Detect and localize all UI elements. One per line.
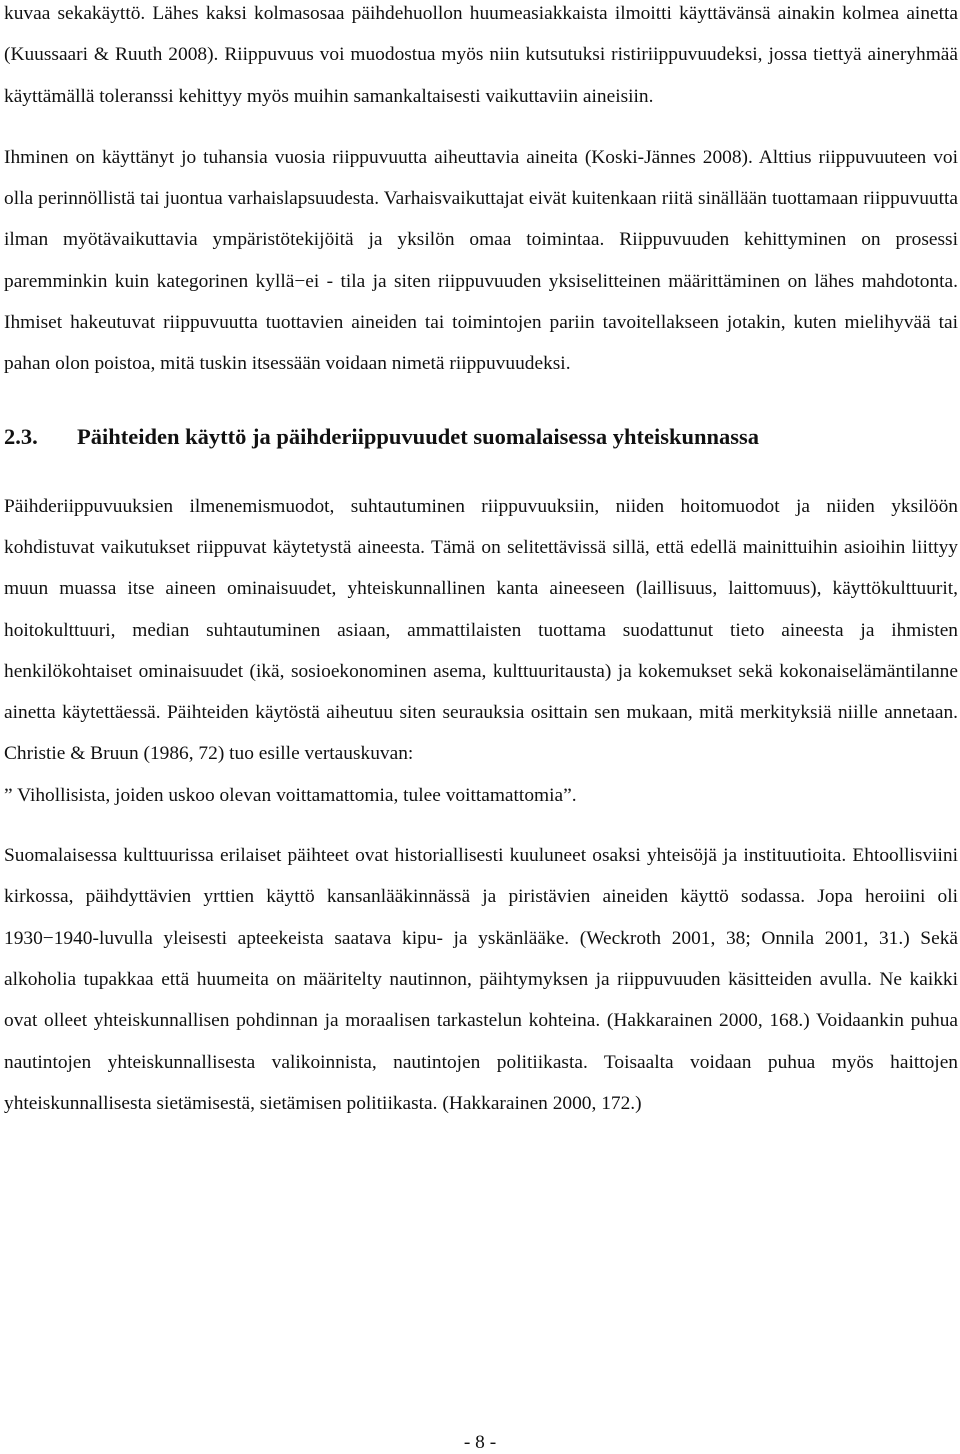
section-number: 2.3. — [4, 423, 38, 449]
document-page — [4, 0, 958, 1124]
body-paragraph: Suomalaisessa kulttuurissa erilaiset päihteet ovat historiallisesti kuuluneet osaksi yhteisöjä ja instituutioita. Ehtoollisviini kirkossa, päihdyttävien yrttien käyttö kansanlääkinnässä ja piristävien aineiden käyttö sodassa. Jopa heroiini oli 1930−1940-luvulla yleisesti apteekeista saatava kipu- ja yskänlääke. (Weckroth 2001, 38; Onnila 2001, 31.) Sekä alkoholia tupakkaa että huumeita on määritelty nautinnon, päihtymyksen ja riippuvuuden käsitteiden avulla. Ne kaikki ovat olleet yhteiskunnallisen pohdinnan ja moraalisen tarkastelun kohteina. (Hakkarainen 2000, 168.) Voidaankin puhua nautintojen yhteiskunnallisesta valikoinnista, nautintojen politiikasta. Toisaalta voidaan puhua myös haittojen yhteiskunnallisesta sietämisestä, sietämisen politiikasta. (Hakkarainen 2000, 172.) — [4, 845, 958, 1114]
section-heading — [4, 422, 958, 452]
body-paragraph: kuvaa sekakäyttö. Lähes kaksi kolmasosaa päihdehuollon huumeasiakkaista ilmoitti käyttävänsä ainakin kolmea ainetta (Kuussaari & Ruuth 2008). Riippuvuus voi muodostua myös niin kutsutuksi ristiriippuvuudeksi, jossa tiettyä aineryhmää käyttämällä toleranssi kehittyy myös muihin samankaltaisesti vaikuttaviin aineisiin. — [4, 3, 958, 107]
section-title: Päihteiden käyttö ja päihderiippuvuudet suomalaisessa yhteiskunnassa — [77, 423, 760, 449]
page-number: - 8 - — [463, 1432, 497, 1453]
body-paragraph: Ihminen on käyttänyt jo tuhansia vuosia riippuvuutta aiheuttavia aineita (Koski-Jännes 2008). Alttius riippuvuuteen voi olla perinnöllistä tai juontua varhaislapsuudesta. Varhaisvaikuttajat eivät kuitenkaan riitä sinällään tuottamaan riippuvuutta ilman myötävaikuttavia ympäristötekijöitä ja yksilön omaa toimintaa. Riippuvuuden kehittyminen on prosessi paremminkin kuin kategorinen kyllä−ei - tila ja siten riippuvuuden yksiselitteinen määrittäminen on lähes mahdotonta. Ihmiset hakeutuvat riippuvuutta tuottavien aineiden tai toimintojen pariin tavoitellakseen jotakin, kuten mielihyvää tai pahan olon poistoa, mitä tuskin itsessään voidaan nimetä riippuvuudeksi. — [4, 146, 958, 375]
quote-line: ” Vihollisista, joiden uskoo olevan voittamattomia, tulee voittamattomia”. — [4, 784, 577, 806]
body-paragraph: Päihderiippuvuuksien ilmenemismuodot, suhtautuminen riippuvuuksiin, niiden hoitomuodot ja niiden yksilöön kohdistuvat vaikutukset riippuvat käytetystä aineesta. Tämä on selitettävissä sillä, että edellä mainittuihin asioihin liittyy muun muassa itse aineen ominaisuudet, yhteiskunnallinen kanta aineeseen (laillisuus, laittomuus), käyttökulttuurit, hoitokulttuuri, median suhtautuminen asiaan, ammattilaisten tuottama suodattunut tieto aineesta ja ihmisten henkilökohtaiset ominaisuudet (ikä, sosioekonominen asema, kulttuuritausta) ja kokemukset sekä kokonaiselämäntilanne ainetta käytettäessä. Päihteiden käytöstä aiheutuu siten seurauksia osittain sen mukaan, mitä merkityksiä niille annetaan. Christie & Bruun (1986, 72) tuo esille vertauskuvan: — [4, 495, 958, 765]
